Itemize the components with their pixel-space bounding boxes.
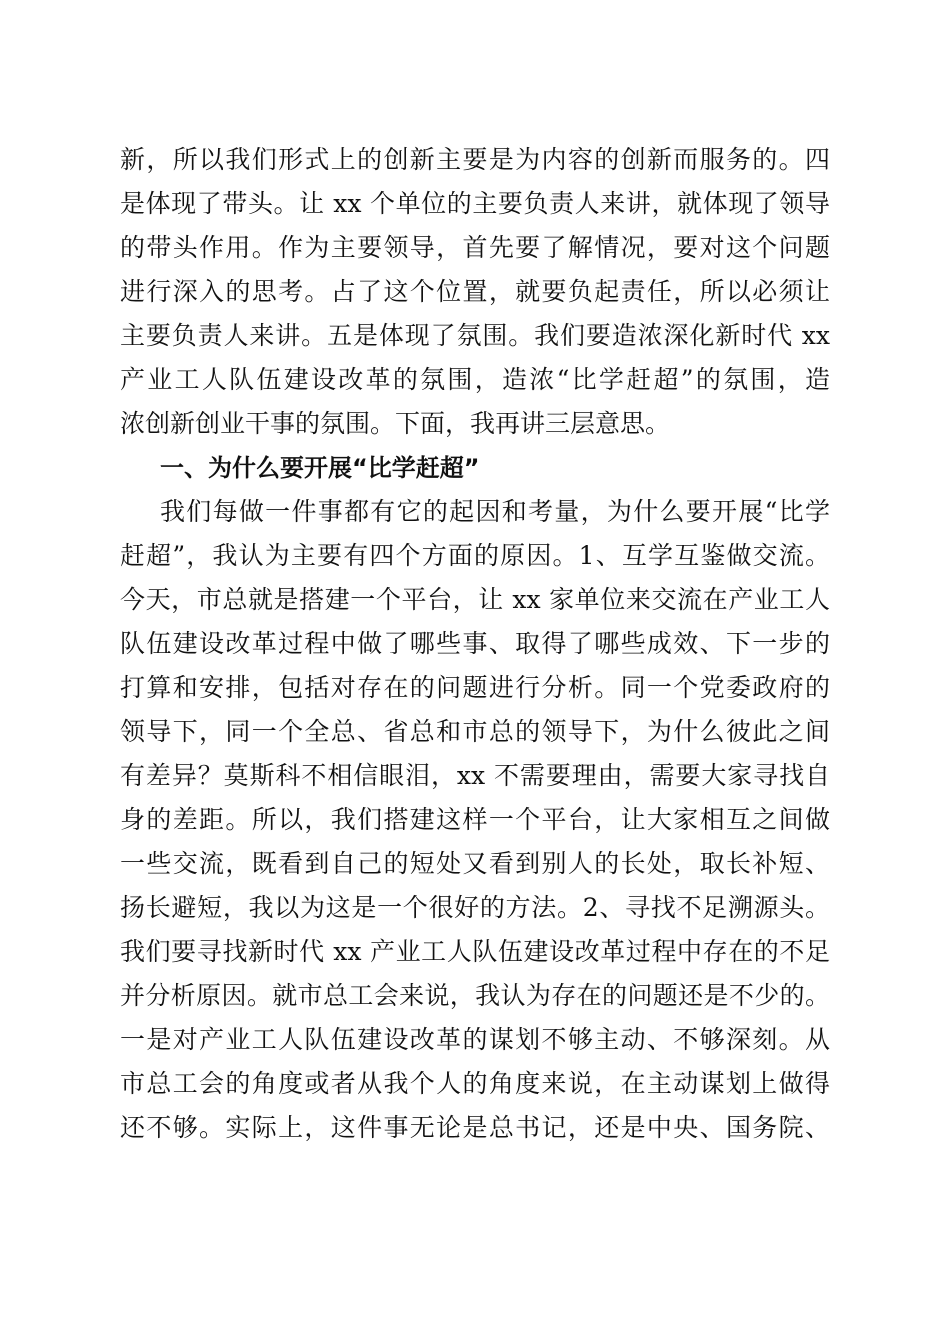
paragraph-2-line-4: 队伍建设改革过程中做了哪些事、取得了哪些成效、下一步的	[120, 629, 830, 658]
paragraph-1-line-7: 浓创新创业干事的氛围。下面，我再讲三层意思。	[120, 409, 671, 438]
paragraph-2-line-2: 赶超”，我认为主要有四个方面的原因。1、互学互鉴做交流。	[120, 541, 830, 570]
paragraph-1-line-6: 产业工人队伍建设改革的氛围，造浓“比学赶超”的氛围，造	[120, 365, 830, 394]
paragraph-2-line-11: 我们要寻找新时代 xx 产业工人队伍建设改革过程中存在的不足	[120, 937, 830, 966]
paragraph-2-line-1: 我们每做一件事都有它的起因和考量，为什么要开展“比学	[160, 497, 830, 526]
paragraph-1-line-1: 新，所以我们形式上的创新主要是为内容的创新而服务的。四	[120, 145, 830, 174]
paragraph-2-line-10: 扬长避短，我以为这是一个很好的方法。2、寻找不足溯源头。	[120, 893, 830, 922]
paragraph-1-line-3: 的带头作用。作为主要领导，首先要了解情况，要对这个问题	[120, 233, 830, 262]
paragraph-2-line-5: 打算和安排，包括对存在的问题进行分析。同一个党委政府的	[120, 673, 830, 702]
paragraph-2-line-13: 一是对产业工人队伍建设改革的谋划不够主动、不够深刻。从	[120, 1025, 830, 1054]
paragraph-1-line-5: 主要负责人来讲。五是体现了氛围。我们要造浓深化新时代 xx	[120, 321, 830, 350]
section-heading-1: 一、为什么要开展“比学赶超”	[160, 454, 480, 482]
paragraph-2-line-14: 市总工会的角度或者从我个人的角度来说，在主动谋划上做得	[120, 1069, 830, 1098]
paragraph-2-line-12: 并分析原因。就市总工会来说，我认为存在的问题还是不少的。	[120, 981, 830, 1010]
paragraph-2-line-9: 一些交流，既看到自己的短处又看到别人的长处，取长补短、	[120, 849, 830, 878]
paragraph-2-line-7: 有差异？莫斯科不相信眼泪，xx 不需要理由，需要大家寻找自	[120, 761, 830, 790]
paragraph-2-line-15: 还不够。实际上，这件事无论是总书记，还是中央、国务院、	[120, 1113, 830, 1142]
paragraph-2-line-6: 领导下，同一个全总、省总和市总的领导下，为什么彼此之间	[120, 717, 830, 746]
paragraph-2-line-8: 身的差距。所以，我们搭建这样一个平台，让大家相互之间做	[120, 805, 830, 834]
paragraph-1-line-2: 是体现了带头。让 xx 个单位的主要负责人来讲，就体现了领导	[120, 189, 830, 218]
paragraph-2-line-3: 今天，市总就是搭建一个平台，让 xx 家单位来交流在产业工人	[120, 585, 830, 614]
paragraph-1-line-4: 进行深入的思考。占了这个位置，就要负起责任，所以必须让	[120, 277, 830, 306]
